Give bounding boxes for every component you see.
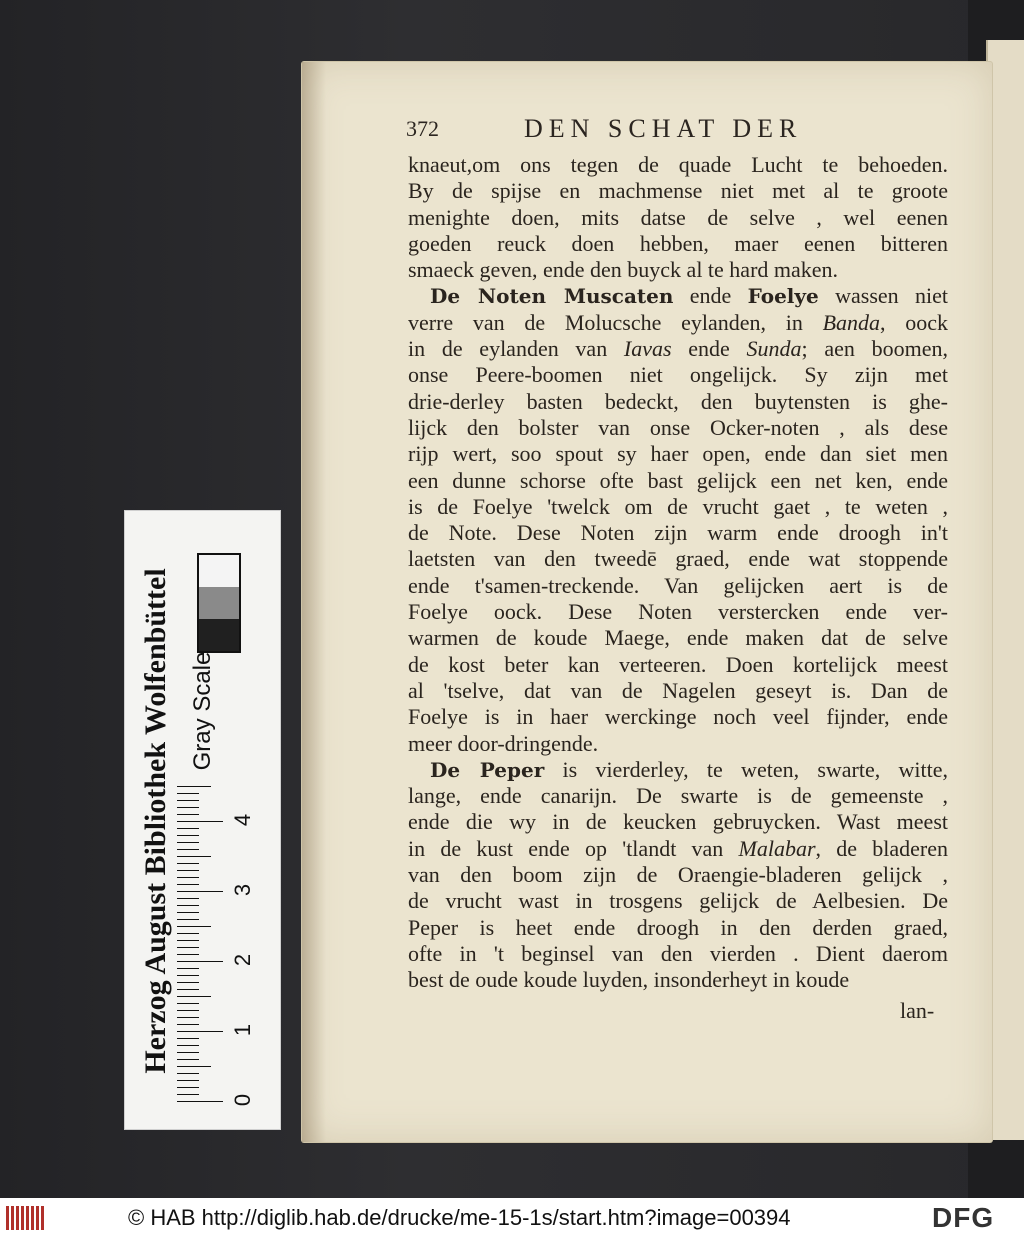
ruler-tick	[177, 1017, 199, 1018]
text-line	[408, 310, 948, 336]
ruler-tick-label: 0	[230, 1093, 256, 1107]
ruler-tick	[177, 926, 211, 927]
ruler-tick	[177, 1059, 199, 1060]
ruler-tick	[177, 1024, 199, 1025]
ruler-tick	[177, 940, 199, 941]
ruler-tick-label: 3	[230, 883, 256, 897]
ruler-tick	[177, 1052, 199, 1053]
text-line	[408, 389, 948, 415]
ruler-tick	[177, 947, 199, 948]
text-segment: al 'tselve, dat van de Nagelen geseyt is. Dan de	[408, 677, 948, 703]
ruler-tick	[177, 1045, 199, 1046]
ruler-tick	[177, 989, 199, 990]
text-segment: Peper is heet ende droogh in den derden graed,	[408, 914, 948, 940]
text-segment: ofte in 't beginsel van den vierden . Dient daerom	[408, 940, 948, 966]
page-header	[406, 112, 946, 148]
ruler-title-box	[131, 521, 181, 1121]
text-line	[408, 783, 948, 809]
italic-term: Sunda	[746, 336, 802, 362]
text-segment: , oock	[880, 309, 948, 335]
text-segment: ende	[671, 336, 747, 362]
footer-bar	[0, 1198, 1024, 1238]
source-link[interactable]: © HAB http://diglib.hab.de/drucke/me-15-1s/start.htm?image=00394	[128, 1205, 791, 1230]
text-line	[408, 652, 948, 678]
text-line	[408, 915, 948, 941]
ruler-tick	[177, 905, 199, 906]
text-segment: lijck den bolster van onse Ocker-noten , als dese	[408, 414, 948, 440]
catchword: lan-	[900, 998, 935, 1023]
ruler-tick	[177, 919, 199, 920]
ruler-tick	[177, 933, 199, 934]
page-number: 372	[406, 116, 439, 141]
text-line	[408, 415, 948, 441]
ruler-tick	[177, 898, 199, 899]
text-segment: menighte doen, mits datse de selve , wel eenen	[408, 204, 948, 230]
ruler-tick	[177, 1031, 223, 1032]
ruler-tick	[177, 1101, 223, 1102]
ruler-tick	[177, 891, 223, 892]
text-segment: de vrucht wast in trosgens gelijck de Aelbesien. De	[408, 888, 948, 914]
text-segment: ende t'samen-treckende. Van gelijcken aert is de	[408, 572, 948, 598]
text-segment: warmen de koude Maege, ende maken dat de selve	[408, 625, 948, 651]
text-segment: Foelye oock. Dese Noten verstercken ende ver-	[408, 599, 948, 625]
ruler-tick	[177, 821, 223, 822]
scale-ruler	[124, 510, 281, 1130]
ruler-tick	[177, 1087, 199, 1088]
ruler-tick-label: 2	[230, 953, 256, 967]
ruler-tick-label: 4	[230, 813, 256, 827]
ruler-tick	[177, 996, 211, 997]
italic-term: Banda	[822, 309, 881, 335]
text-segment: goeden reuck doen hebben, maer eenen bitteren	[408, 230, 948, 256]
ruler-ticks	[177, 761, 277, 1111]
gray-scale-swatches	[197, 553, 241, 653]
ruler-tick	[177, 856, 211, 857]
text-line	[408, 494, 948, 520]
text-line	[408, 362, 948, 388]
body-text	[408, 152, 948, 994]
gray-swatch	[199, 555, 239, 587]
italic-term: Iavas	[623, 336, 672, 362]
gray-scale-label: Gray Scale	[189, 651, 216, 771]
ruler-tick	[177, 1010, 199, 1011]
running-head: DEN SCHAT DER	[524, 114, 803, 143]
ruler-tick	[177, 982, 199, 983]
ruler-tick	[177, 884, 199, 885]
hab-logo-icon	[6, 1206, 48, 1230]
ruler-tick	[177, 849, 199, 850]
ruler-tick	[177, 975, 199, 976]
text-line	[408, 625, 948, 651]
ruler-tick	[177, 814, 199, 815]
text-segment: verre van de Molucsche eylanden, in	[408, 309, 823, 335]
ruler-tick	[177, 968, 199, 969]
ruler-tick	[177, 1066, 211, 1067]
text-segment: smaeck geven, ende den buyck al te hard maken.	[408, 257, 839, 283]
text-line	[408, 257, 948, 283]
text-line	[408, 231, 948, 257]
text-segment: in de kust ende op 'tlandt van	[408, 835, 739, 861]
ruler-tick	[177, 842, 199, 843]
text-segment: ; aen boomen,	[801, 336, 948, 362]
ruler-tick	[177, 870, 199, 871]
text-line	[408, 678, 948, 704]
text-segment: drie-derley basten bedeckt, den buytensten is ghe-	[408, 388, 948, 414]
text-line	[408, 546, 948, 572]
ruler-tick	[177, 954, 199, 955]
text-line	[408, 809, 948, 835]
ruler-tick-label: 1	[230, 1023, 256, 1037]
ruler-tick	[177, 863, 199, 864]
ruler-tick	[177, 1038, 199, 1039]
ruler-tick	[177, 1094, 199, 1095]
text-segment: in de eylanden van	[408, 336, 624, 362]
ruler-tick	[177, 961, 223, 962]
text-segment: ende die wy in de keucken gebruycken. Wast meest	[408, 809, 948, 835]
ruler-tick	[177, 835, 199, 836]
gray-scale-label-box	[183, 651, 223, 771]
text-segment: is de Foelye 'twelck om de vrucht gaet , te weten ,	[408, 493, 948, 519]
text-line	[408, 888, 948, 914]
text-segment: ende	[673, 283, 748, 309]
gray-swatch	[199, 619, 239, 651]
text-line	[408, 836, 948, 862]
text-line	[408, 573, 948, 599]
text-segment: de kost beter kan verteeren. Doen kortelijck meest	[408, 651, 948, 677]
text-line	[408, 468, 948, 494]
ruler-tick	[177, 877, 199, 878]
text-segment: wassen niet	[818, 283, 948, 309]
text-line	[408, 862, 948, 888]
italic-term: Malabar	[738, 835, 816, 861]
text-line	[408, 283, 948, 309]
gray-swatch	[199, 587, 239, 619]
text-segment: By de spijse en machmense niet met al te groote	[408, 178, 948, 204]
text-line	[408, 336, 948, 362]
text-line	[408, 205, 948, 231]
text-line	[408, 941, 948, 967]
text-segment: lange, ende canarijn. De swarte is de gemeenste ,	[408, 783, 948, 809]
ruler-tick	[177, 786, 211, 787]
text-line	[408, 599, 948, 625]
text-segment: de Note. Dese Noten zijn warm ende droogh in't	[408, 520, 948, 546]
text-segment: rijp wert, soo spout sy haer open, ende dan siet men	[408, 441, 948, 467]
ruler-tick	[177, 800, 199, 801]
ruler-tick	[177, 807, 199, 808]
page-gutter-shadow	[302, 62, 326, 1142]
text-segment: onse Peere-boomen niet ongelijck. Sy zijn met	[408, 362, 948, 388]
text-line	[408, 731, 948, 757]
text-line	[408, 757, 948, 783]
ruler-title: Herzog August Bibliothek Wolfenbüttel	[139, 568, 172, 1074]
text-line	[408, 704, 948, 730]
ruler-tick	[177, 793, 199, 794]
text-line	[408, 520, 948, 546]
text-segment: is vierderley, te weten, swarte, witte,	[544, 756, 948, 782]
ruler-tick	[177, 828, 199, 829]
ruler-tick	[177, 1073, 199, 1074]
text-segment: Foelye is in haer werckinge noch veel fijnder, ende	[408, 704, 948, 730]
text-line	[408, 967, 948, 993]
blackletter-heading: De Peper	[430, 757, 545, 782]
text-segment: , de bladeren	[815, 835, 948, 861]
text-segment: best de oude koude luyden, insonderheyt in koude	[408, 967, 850, 993]
text-line	[408, 152, 948, 178]
ruler-tick	[177, 1003, 199, 1004]
text-segment: knaeut,om ons tegen de quade Lucht te behoeden.	[408, 152, 948, 177]
text-segment: meer door-dringende.	[408, 730, 599, 756]
blackletter-heading: De Noten Muscaten	[430, 284, 674, 309]
text-segment: van den boom zijn de Oraengie-bladeren gelijck ,	[408, 862, 948, 888]
text-line	[408, 441, 948, 467]
blackletter-heading: Foelye	[747, 284, 819, 309]
ruler-tick	[177, 912, 199, 913]
text-segment: laetsten van den tweedē graed, ende wat stoppende	[408, 546, 948, 572]
dfg-logo: DFG	[932, 1202, 995, 1233]
text-segment: een dunne schorse ofte bast gelijck een net ken, ende	[408, 467, 948, 493]
text-line	[408, 178, 948, 204]
ruler-tick	[177, 1080, 199, 1081]
